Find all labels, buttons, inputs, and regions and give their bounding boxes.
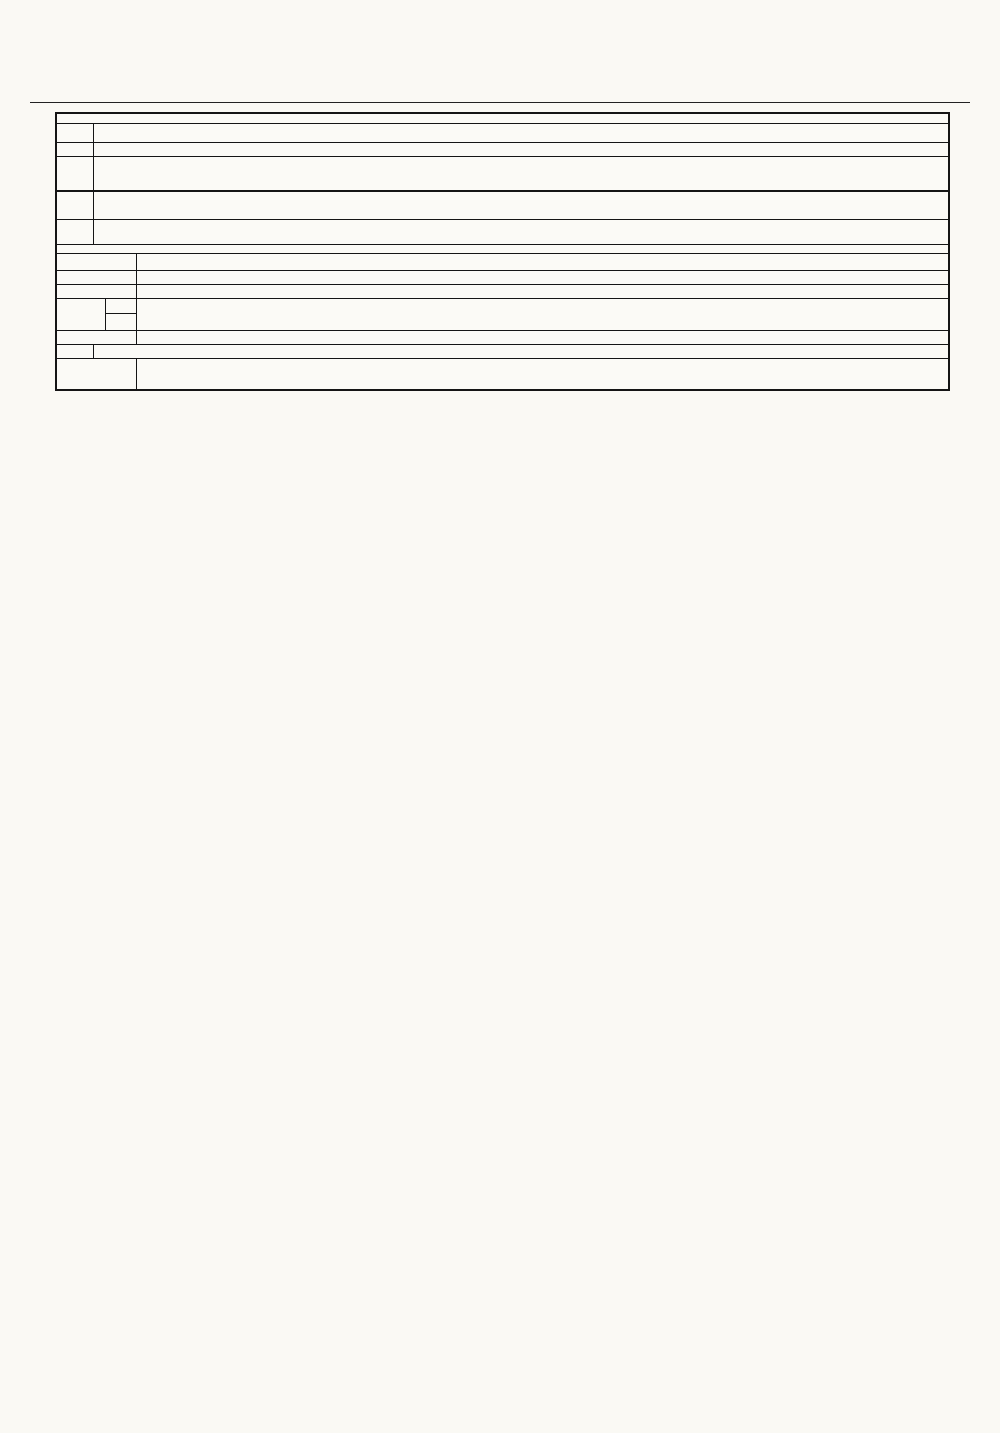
maximalwinde-values: [137, 359, 287, 389]
yygg-label: [57, 143, 94, 156]
maxwind-label-row: [57, 220, 948, 244]
issue-line: [30, 102, 970, 106]
station-label: [57, 124, 94, 142]
maximalwinde-label: [57, 359, 137, 389]
gipfelpunkt-label-cell: [57, 299, 137, 330]
hw-station-row: [57, 254, 948, 271]
mb-label-cell: [57, 157, 94, 190]
gipfelpunkt-sublabels: [105, 299, 136, 330]
column-header-row: [57, 157, 948, 191]
km-header-filler: [137, 331, 948, 344]
tropopause-label: [57, 192, 94, 219]
maximalwinde-filler: [287, 359, 948, 389]
maximalwinde-row: [57, 359, 948, 389]
maxwind-label: [57, 220, 94, 244]
bottom-header-spacer: [57, 345, 94, 358]
tropopause-row: [57, 192, 948, 220]
piloten-label: [57, 285, 137, 298]
station-header-row: [57, 124, 948, 143]
hoehenwinde-section-title: [57, 244, 948, 254]
gipfelpunkt-row: [57, 299, 948, 331]
yygg-row: [57, 143, 948, 157]
hw-yygg-row: [57, 271, 948, 285]
hw-station-label: [57, 254, 137, 270]
piloten-row: [57, 285, 948, 299]
radiosonde-section-title: [57, 114, 948, 124]
gipfelpunkt-label: [57, 299, 105, 330]
km-column-label: [57, 331, 137, 344]
hw-yygg-label: [57, 271, 137, 284]
km-sublabel: [106, 299, 136, 314]
main-table: [55, 112, 950, 391]
ddfff-sublabel: [106, 314, 136, 330]
hhhh-ddfff-header-row: [57, 344, 948, 359]
km-header-row: [57, 331, 948, 344]
